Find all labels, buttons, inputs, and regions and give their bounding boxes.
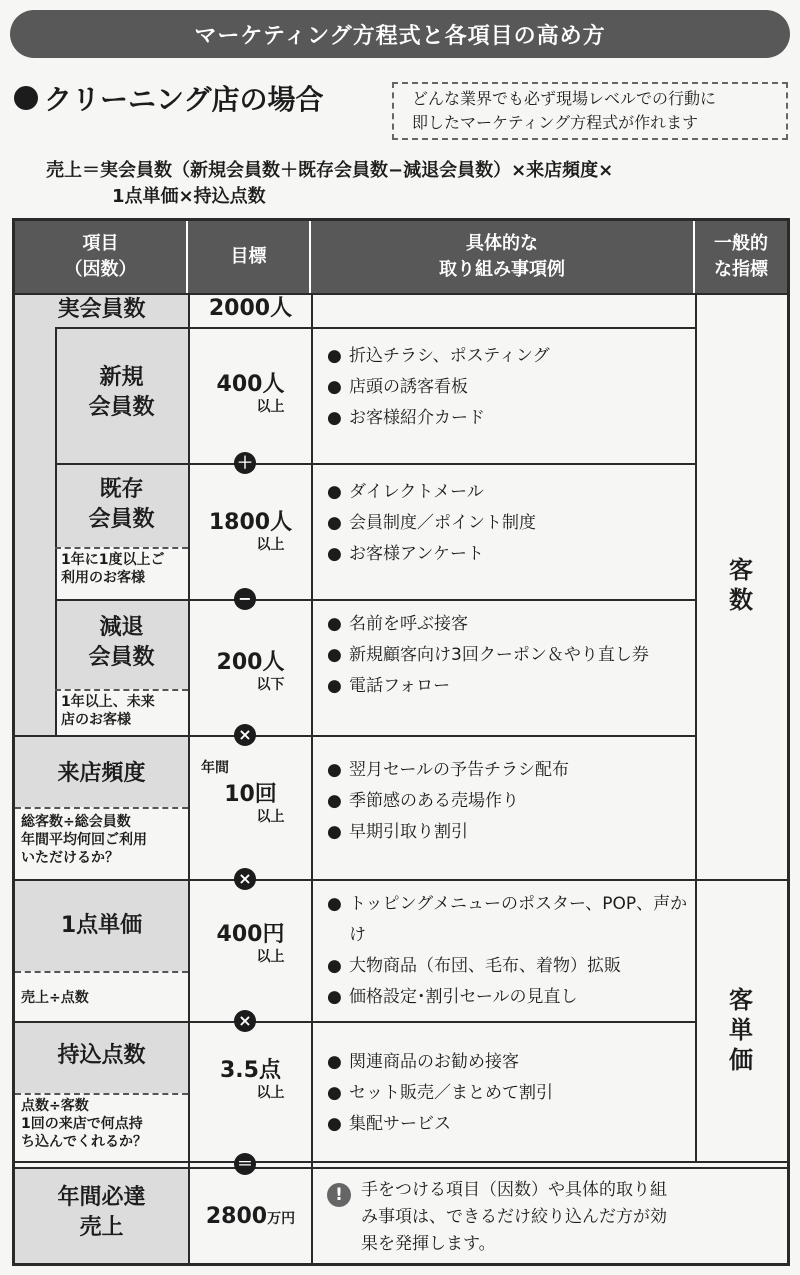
note-unit-price: 売上÷点数 [21,990,89,1006]
equation-table [12,218,790,1266]
factor-existing: 既存 会員数 [88,477,155,532]
examples-items: ● 関連商品のお勧め接客 ● セット販売／まとめて割引 ● 集配サービス [327,1047,691,1140]
title-text: マーケティング方程式と各項目の高め方 [194,23,606,49]
section-heading-text: クリーニング店の場合 [44,83,324,116]
note-box [392,82,788,140]
examples-existing: ● ダイレクトメール ● 会員制度／ポイント制度 ● お客様アンケート [327,477,691,570]
multiply-icon: × [234,1010,256,1032]
exclamation-icon: ! [327,1183,351,1207]
minus-icon: − [234,588,256,610]
note-items: 点数÷客数 1回の来店で何点持 ち込んでくれるか？ [21,1098,147,1150]
note-line: どんな業界でも必ず現場レベルでの行動に [412,89,717,108]
target-sales: 2800万円 [205,1204,296,1229]
factor-new: 新規 会員数 [88,365,155,420]
factor-unit-price: 1点単価 [60,913,143,938]
multiply-icon: × [234,724,256,746]
indicator-unit-price: 客 単 価 [729,986,753,1074]
formula-line: 売上＝実会員数（新規会員数＋既存会員数−減退会員数）×来店頻度× [46,160,614,181]
section-heading [14,78,323,118]
factor-sales: 年間必達 売上 [57,1185,146,1240]
target-unit-price: 400円 以上 [216,922,285,965]
target-prefix-frequency: 年間 [201,760,229,776]
note-line: 即したマーケティング方程式が作れます [412,113,699,132]
indent-bg [15,327,55,735]
factor-members: 実会員数 [57,297,146,322]
target-new: 400人 以上 [216,372,285,415]
note-lost: 1年以上、未来 店のお客様 [61,694,155,728]
equals-icon: ＝ [234,1153,256,1175]
examples-new: ● 折込チラシ、ポスティング ● 店頭の誘客看板 ● お客様紹介カード [327,341,691,434]
formula-line: 1点単価×持込点数 [112,186,266,207]
bullet-icon [14,86,38,110]
note-frequency: 総客数÷総会員数 年間平均何回ご利用 いただけるか？ [21,814,147,866]
header-factor: 項目 （因数） [15,221,188,293]
header-examples: 具体的な 取り組み事項例 [311,221,695,293]
formula [46,158,613,210]
target-members: 2000人 [208,296,293,321]
note-existing: 1年に1度以上ご 利用のお客様 [61,552,165,586]
target-lost: 200人 以下 [216,650,285,693]
title-banner [10,10,790,58]
examples-frequency: ● 翌月セールの予告チラシ配布 ● 季節感のある売場作り ● 早期引取り割引 [327,755,691,848]
indicator-customers: 客 数 [729,556,753,614]
examples-unit-price: ● トッピングメニューのポスター、POP、声かけ ● 大物商品（布団、毛布、着物）拡販 ● 価格設定･割引セールの見直し [327,889,691,1013]
factor-items: 持込点数 [57,1043,146,1068]
header-target: 目標 [188,221,311,293]
tip-text: 手をつける項目（因数）や具体的取り組 み事項は、できるだけ絞り込んだ方が効 果を発揮します。 [361,1180,667,1254]
multiply-icon: × [234,868,256,890]
target-items: 3.5点 以上 [220,1058,285,1101]
header-indicator: 一般的 な指標 [695,221,787,293]
factor-lost: 減退 会員数 [88,615,155,670]
target-existing: 1800人 以上 [208,510,293,553]
examples-lost: ● 名前を呼ぶ接客 ● 新規顧客向け3回クーポン＆やり直し券 ● 電話フォロー [327,609,691,702]
target-frequency: 10回 以上 [224,782,285,825]
plus-icon: ＋ [234,452,256,474]
factor-frequency: 来店頻度 [57,761,146,786]
